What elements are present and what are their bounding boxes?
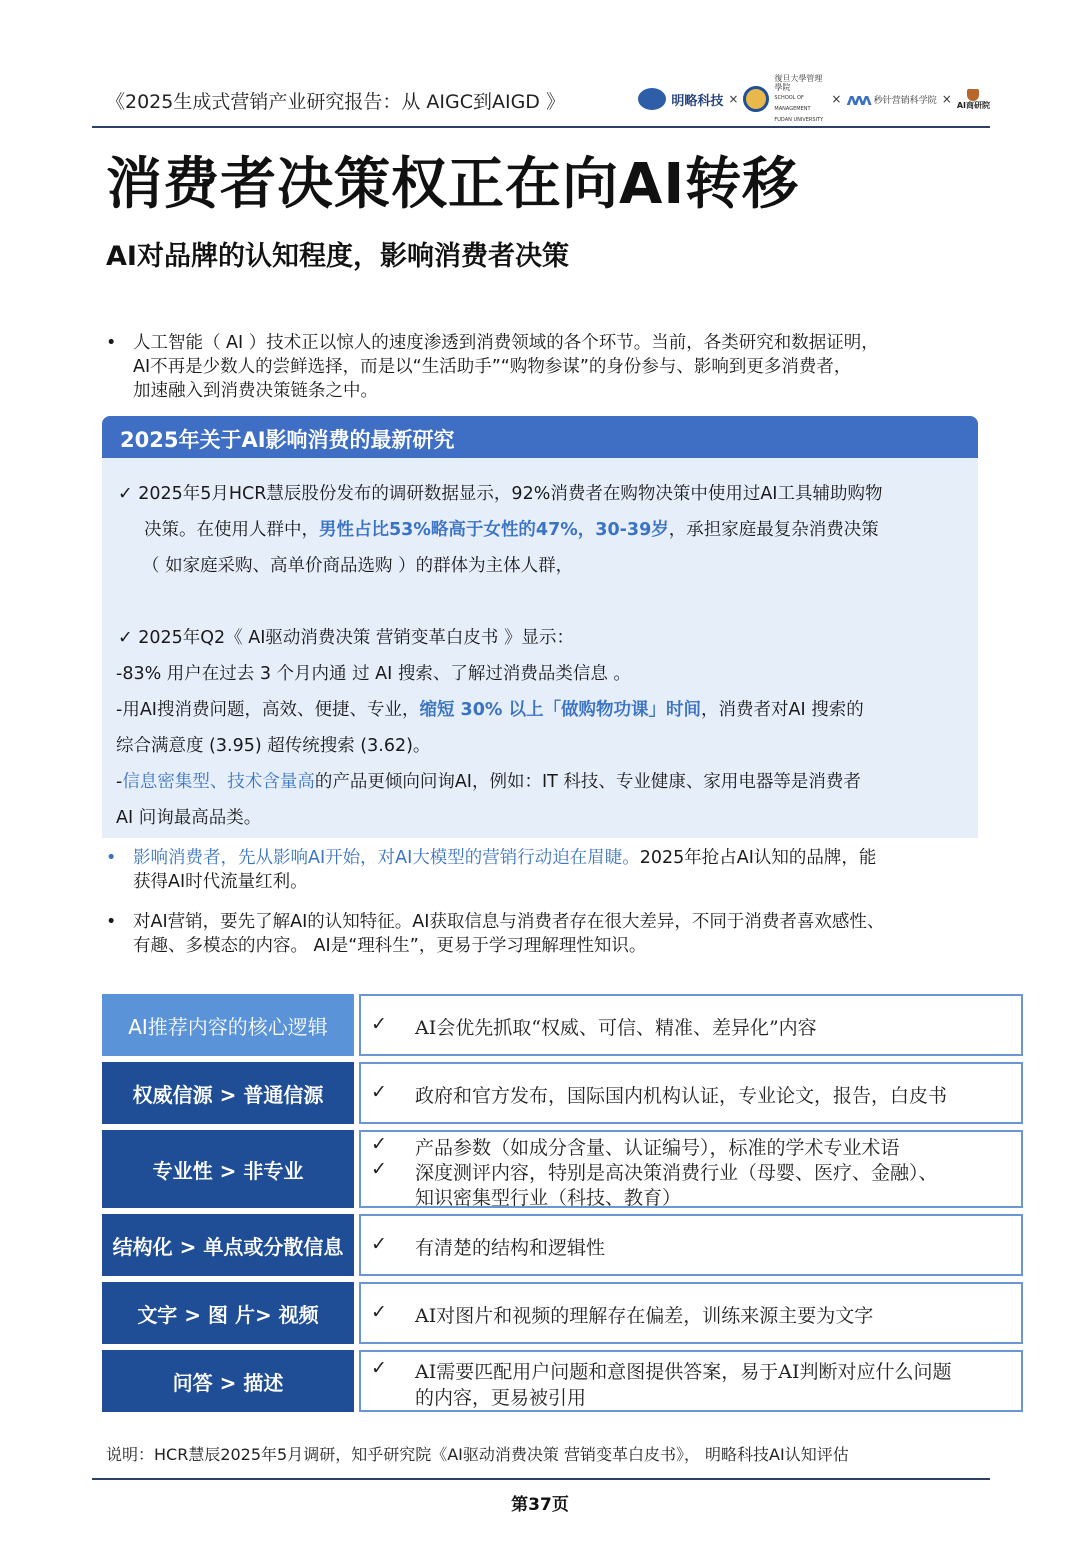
- fudan-logo-text: 復旦大學管理學院 SCHOOL OF MANAGEMENT FUDAN UNIVERSITY: [774, 73, 824, 123]
- fudan-seal-icon: [743, 86, 769, 112]
- marketing-bullet: [106, 846, 986, 894]
- highlight-text: 缩短 30% 以上「做购物功课」时间: [419, 700, 702, 720]
- bullet-line: 影响消费者，先从影响AI开始，对AI大模型的营销行动迫在眉睫。2025年抢占AI认知的品牌，能: [133, 848, 877, 868]
- check-icon: ✓: [371, 1133, 387, 1155]
- page-header: [92, 73, 990, 128]
- bullet-dot-icon: •: [106, 333, 117, 353]
- intro-bullet: [106, 331, 986, 403]
- research-line: -83% 用户在过去 3 个月内通 过 AI 搜索、了解过消费品类信息 。: [116, 664, 631, 684]
- footer-divider: [92, 1478, 990, 1480]
- page-subtitle: AI对品牌的认知程度，影响消费者决策: [106, 241, 569, 272]
- check-icon: ✓: [371, 1158, 387, 1180]
- bullet-line: 人工智能（ AI ）技术正以惊人的速度渗透到消费领域的各个环节。当前，各类研究和数据证明，: [133, 333, 879, 353]
- row-text: 有清楚的结构和逻辑性: [415, 1237, 606, 1259]
- row-label: 权威信源 > 普通信源: [102, 1062, 354, 1124]
- table-row: [102, 1350, 1022, 1412]
- row-content: [359, 1282, 1023, 1344]
- logo-separator: ×: [941, 92, 952, 106]
- shield-icon: [967, 89, 979, 101]
- table-row: [102, 1282, 1022, 1344]
- research-line: ✓ 2025年5月HCR慧辰股份发布的调研数据显示，92%消费者在购物决策中使用过AI工具辅助购物: [118, 484, 883, 504]
- research-line: ✓ 2025年Q2《 AI驱动消费决策 营销变革白皮书 》显示：: [118, 628, 574, 648]
- highlight-text: 信息密集型、技术含量高: [122, 772, 315, 792]
- research-box-heading: 2025年关于AI影响消费的最新研究: [102, 416, 978, 458]
- research-box: [102, 458, 978, 838]
- page-title: 消费者决策权正在向AI转移: [106, 152, 800, 217]
- minglue-logo-icon: [638, 88, 666, 110]
- check-icon: ✓: [371, 1013, 387, 1035]
- row-text: AI会优先抓取“权威、可信、精准、差异化”内容: [415, 1017, 817, 1039]
- bullet-line: AI不再是少数人的尝鲜选择，而是以“生活助手”“购物参谋”的身份参与、影响到更多消费者，: [133, 357, 852, 377]
- miaozhen-wave-icon: ʌʌʌ: [846, 89, 869, 109]
- row-label: 文字 > 图 片> 视频: [102, 1282, 354, 1344]
- check-icon: ✓: [371, 1233, 387, 1255]
- row-label: 专业性 > 非专业: [102, 1130, 354, 1208]
- research-line: -用AI搜消费问题，高效、便捷、专业，缩短 30% 以上「做购物功课」时间，消费者对AI 搜索的: [116, 700, 864, 720]
- row-content: [359, 1062, 1023, 1124]
- bullet-line: 加速融入到消费决策链条之中。: [133, 381, 378, 401]
- row-label: 结构化 > 单点或分散信息: [102, 1214, 354, 1276]
- row-content: [359, 994, 1023, 1056]
- logo-separator: ×: [728, 92, 739, 106]
- table-row: [102, 1130, 1022, 1208]
- research-line: 决策。在使用人群中，男性占比53%略高于女性的47%，30-39岁，承担家庭最复杂消费决策: [144, 520, 879, 540]
- table-row: [102, 994, 1022, 1056]
- check-icon: ✓: [371, 1357, 387, 1379]
- bullet-line: 获得AI时代流量红利。: [133, 872, 308, 892]
- row-content: [359, 1350, 1023, 1412]
- row-text: AI对图片和视频的理解存在偏差，训练来源主要为文字: [415, 1305, 874, 1327]
- page-number: 第37页: [511, 1495, 569, 1515]
- row-content: [359, 1130, 1023, 1208]
- partner-logos: [638, 73, 990, 123]
- research-line: 综合满意度 (3.95) 超传统搜索 (3.62)。: [116, 736, 431, 756]
- ai-lab-logo: AI商研院: [957, 89, 990, 110]
- highlight-text: 男性占比53%略高于女性的47%，30-39岁: [319, 520, 669, 540]
- row-text: 深度测评内容，特别是高决策消费行业（母婴、医疗、金融）、: [415, 1162, 938, 1184]
- row-text: AI需要匹配用户问题和意图提供答案，易于AI判断对应什么问题: [415, 1361, 952, 1383]
- row-text: 政府和官方发布，国际国内机构认证，专业论文，报告，白皮书: [415, 1085, 948, 1107]
- row-label: 问答 > 描述: [102, 1350, 354, 1412]
- miaozhen-logo-text: 秒针营销科学院: [873, 95, 937, 106]
- research-line: -信息密集型、技术含量高的产品更倾向问询AI，例如：IT 科技、专业健康、家用电器等是消费者: [116, 772, 861, 792]
- table-row: [102, 1214, 1022, 1276]
- cognition-bullet: [106, 910, 986, 958]
- logo-separator: ×: [831, 92, 842, 106]
- research-line: AI 问询最高品类。: [116, 808, 262, 828]
- source-note: 说明：HCR慧辰2025年5月调研，知乎研究院《AI驱动消费决策 营销变革白皮书》， 明略科技AI认知评估: [106, 1445, 849, 1464]
- research-line: （ 如家庭采购、高单价商品选购 ）的群体为主体人群，: [142, 556, 574, 576]
- check-icon: ✓: [371, 1301, 387, 1323]
- table-row: [102, 1062, 1022, 1124]
- row-label: AI推荐内容的核心逻辑: [102, 994, 354, 1056]
- report-title: 《2025生成式营销产业研究报告：从 AIGC到AIGD 》: [106, 91, 565, 113]
- check-icon: ✓: [371, 1081, 387, 1103]
- minglue-logo-text: 明略科技: [671, 93, 724, 109]
- row-text: 产品参数（如成分含量、认证编号），标准的学术专业术语: [415, 1137, 900, 1159]
- bullet-dot-icon: •: [106, 848, 117, 868]
- bullet-line: 对AI营销，要先了解AI的认知特征。AI获取信息与消费者存在很大差异，不同于消费者喜欢感性、: [133, 912, 885, 932]
- bullet-dot-icon: •: [106, 912, 117, 932]
- row-text: 知识密集型行业（科技、教育）: [415, 1187, 682, 1209]
- highlight-text: 影响消费者，先从影响AI开始，对AI大模型的营销行动迫在眉睫。: [133, 848, 640, 868]
- row-content: [359, 1214, 1023, 1276]
- bullet-line: 有趣、多模态的内容。 AI是“理科生”，更易于学习理解理性知识。: [133, 936, 647, 956]
- row-text: 的内容，更易被引用: [415, 1387, 587, 1409]
